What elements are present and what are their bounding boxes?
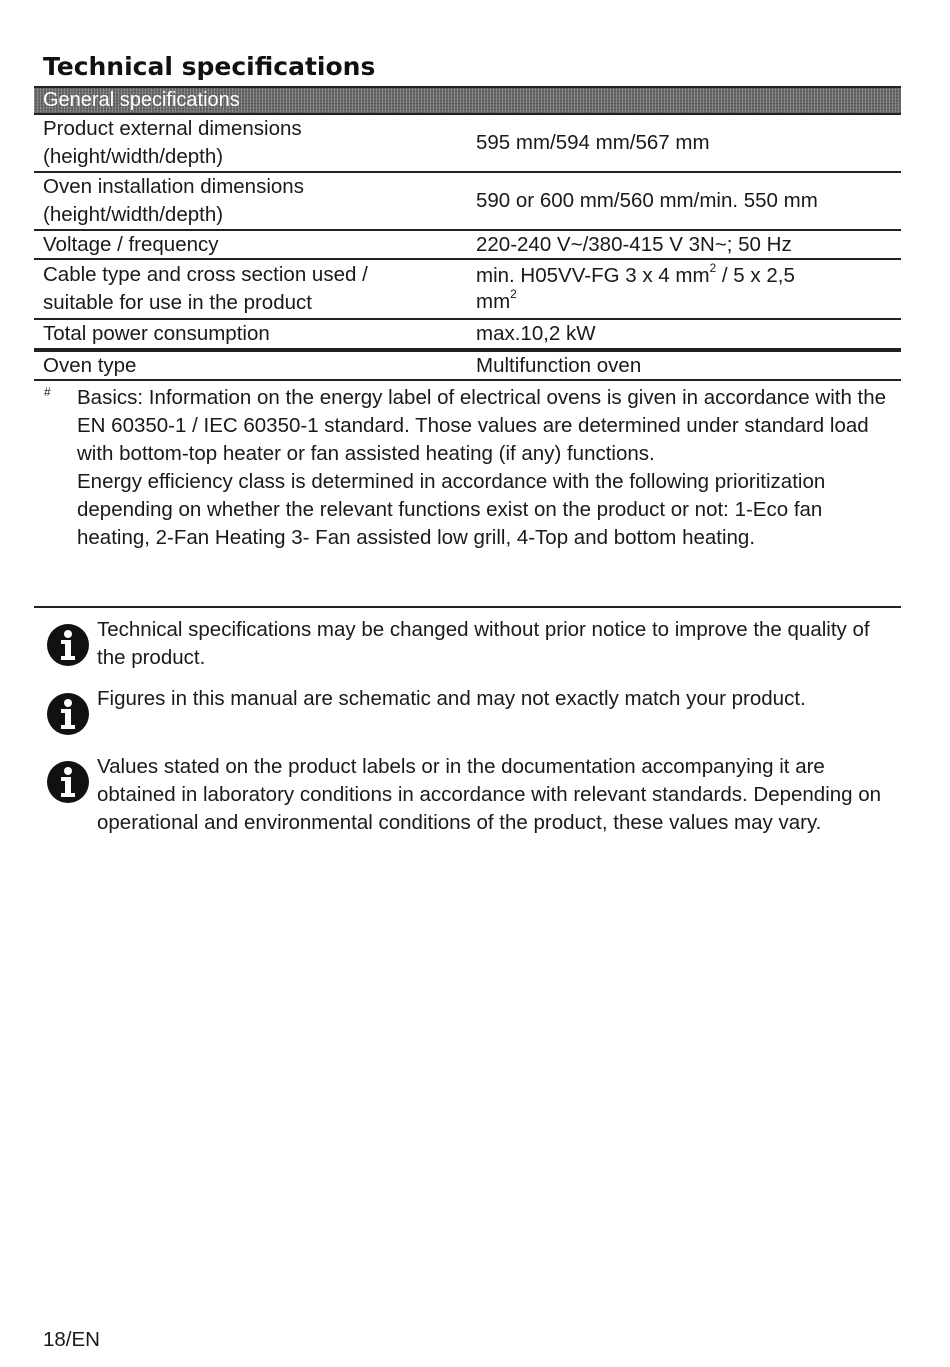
row-label: Cable type and cross section used / suitable for use in the product: [43, 263, 368, 314]
footnote-paragraph: Energy efficiency class is determined in accordance with the following prioritization depending on whether the relevant functions exist on the product or not: 1-Eco fan heating, 2-Fan Heating 3- Fan assisted low grill, 4-Top and bottom heating.: [77, 470, 826, 549]
info-icon: [46, 760, 90, 804]
row-value: 590 or 600 mm/560 mm/min. 550 mm: [476, 189, 818, 212]
info-icon: [46, 623, 90, 667]
table-row: [34, 173, 901, 231]
row-label: Total power consumption: [43, 322, 270, 345]
footnote-mark: #: [44, 385, 51, 399]
row-value: Multifunction oven: [476, 353, 642, 377]
table-row: [34, 352, 901, 381]
table-row: [34, 260, 901, 320]
row-value: max.10,2 kW: [476, 322, 596, 345]
info-note: [46, 685, 906, 736]
footnote: [34, 384, 901, 608]
note-text: Technical specifications may be changed without prior notice to improve the quality of the product.: [97, 618, 870, 669]
table-row: [34, 231, 901, 260]
row-label: Oven installation dimensions (height/width/depth): [43, 175, 304, 226]
spec-table: [34, 86, 901, 381]
table-row: [34, 115, 901, 173]
page-number: 18/EN: [43, 1328, 100, 1351]
info-note: [46, 753, 906, 837]
row-value: 220-240 V~/380-415 V 3N~; 50 Hz: [476, 232, 792, 256]
row-label: Oven type: [43, 353, 137, 377]
row-value: min. H05VV-FG 3 x 4 $mm^2 / 5$ x 2,5 $mm^2$: [476, 261, 795, 313]
page-title: Technical specifications: [43, 52, 376, 81]
footnote-paragraph: Basics: Information on the energy label of electrical ovens is given in accordance with the EN 60350-1 / IEC 60350-1 standard. Those values are determined under standard load with bottom-top heater or fan assisted heating (if any) functions.: [77, 386, 887, 465]
info-icon: [46, 692, 90, 736]
table-row: [34, 320, 901, 352]
row-label: Voltage / frequency: [43, 232, 219, 256]
note-text: Values stated on the product labels or in the documentation accompanying it are obtained in laboratory conditions in accordance with relevant standards. Depending on operational and environmental conditions of the product, these values may vary.: [97, 755, 882, 834]
table-section-header: General specifications: [34, 86, 901, 115]
row-value: 595 mm/594 mm/567 mm: [476, 131, 710, 154]
info-note: [46, 616, 906, 672]
note-text: Figures in this manual are schematic and may not exactly match your product.: [97, 687, 806, 710]
row-label: Product external dimensions (height/width/depth): [43, 117, 302, 168]
